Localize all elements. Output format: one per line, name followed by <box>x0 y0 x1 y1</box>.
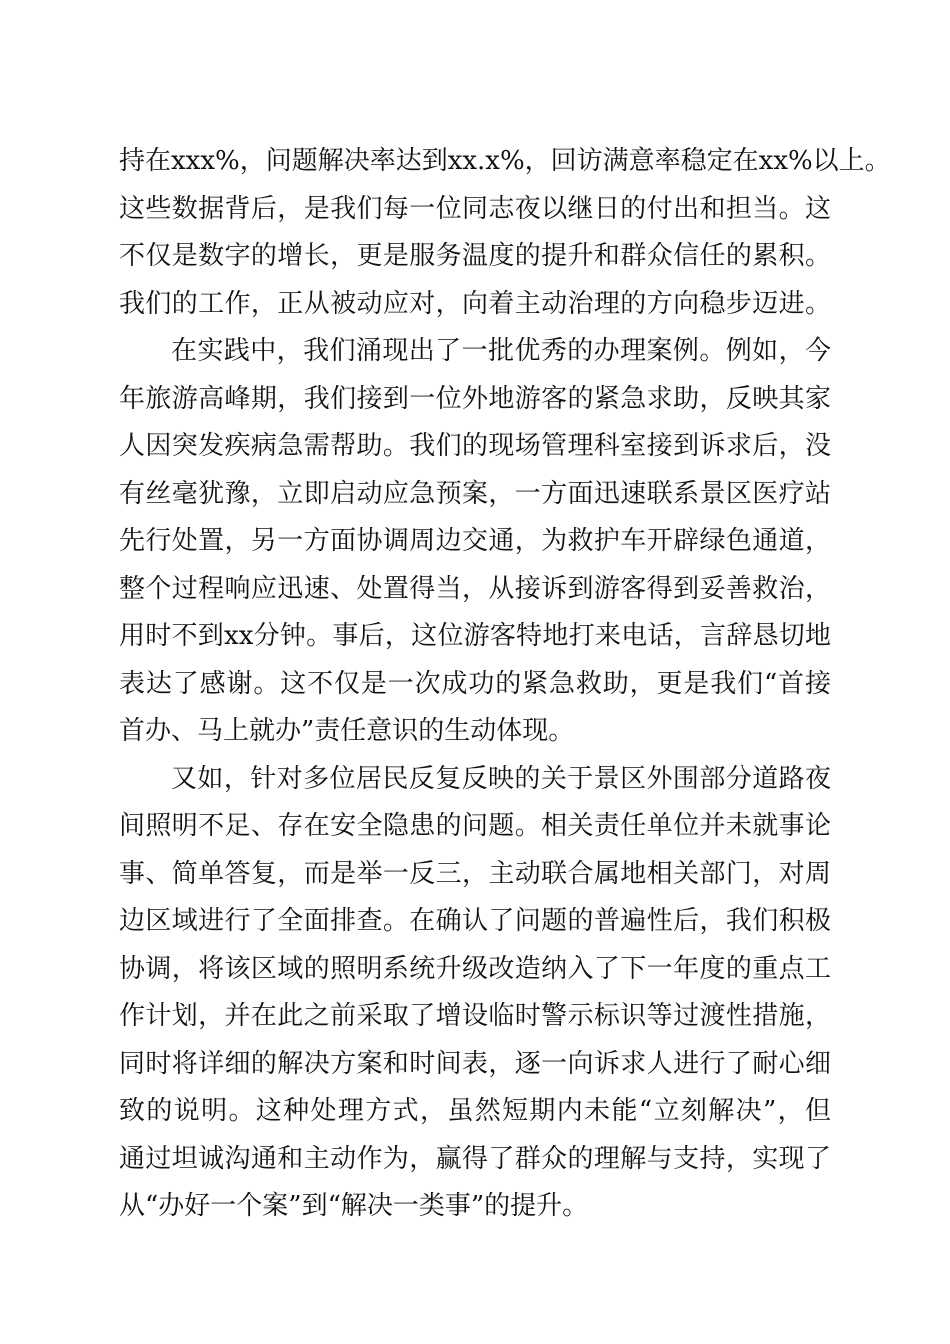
text-line: 持在xxx%，问题解决率达到xx.x%，回访满意率稳定在xx%以上。 <box>119 146 891 176</box>
text-line: 又如，针对多位居民反复反映的关于景区外围部分道路夜 <box>171 763 831 794</box>
text-line: 年旅游高峰期，我们接到一位外地游客的紧急求助，反映其家 <box>119 383 831 414</box>
text-line: 间照明不足、存在安全隐患的问题。相关责任单位并未就事论 <box>119 811 831 841</box>
text-line: 先行处置，另一方面协调周边交通，为救护车开辟绿色通道， <box>119 526 831 556</box>
text-line: 首办、马上就办”责任意识的生动体现。 <box>119 716 575 746</box>
text-line: 不仅是数字的增长，更是服务温度的提升和群众信任的累积。 <box>119 241 831 271</box>
text-line: 事、简单答复，而是举一反三，主动联合属地相关部门，对周 <box>119 858 831 889</box>
text-line: 致的说明。这种处理方式，虽然短期内未能“立刻解决”，但 <box>119 1096 831 1126</box>
text-line: 从“办好一个案”到“解决一类事”的提升。 <box>119 1191 589 1221</box>
body-text <box>119 138 891 1231</box>
text-line: 通过坦诚沟通和主动作为，赢得了群众的理解与支持，实现了 <box>119 1143 831 1174</box>
text-line: 有丝毫犹豫，立即启动应急预案，一方面迅速联系景区医疗站 <box>119 478 831 509</box>
text-line: 表达了感谢。这不仅是一次成功的紧急救助，更是我们“首接 <box>119 668 831 699</box>
text-line: 这些数据背后，是我们每一位同志夜以继日的付出和担当。这 <box>119 193 831 224</box>
text-line: 人因突发疾病急需帮助。我们的现场管理科室接到诉求后，没 <box>119 431 831 461</box>
text-line: 在实践中，我们涌现出了一批优秀的办理案例。例如，今 <box>171 336 831 366</box>
text-line: 我们的工作，正从被动应对，向着主动治理的方向稳步迈进。 <box>119 288 831 319</box>
text-line: 协调，将该区域的照明系统升级改造纳入了下一年度的重点工 <box>119 953 831 984</box>
text-line: 边区域进行了全面排查。在确认了问题的普遍性后，我们积极 <box>119 906 831 936</box>
text-line: 用时不到xx分钟。事后，这位游客特地打来电话，言辞恳切地 <box>119 621 831 651</box>
text-line: 整个过程响应迅速、处置得当，从接诉到游客得到妥善救治， <box>119 573 831 604</box>
text-line: 作计划，并在此之前采取了增设临时警示标识等过渡性措施， <box>119 1001 831 1031</box>
text-line: 同时将详细的解决方案和时间表，逐一向诉求人进行了耐心细 <box>119 1048 831 1079</box>
